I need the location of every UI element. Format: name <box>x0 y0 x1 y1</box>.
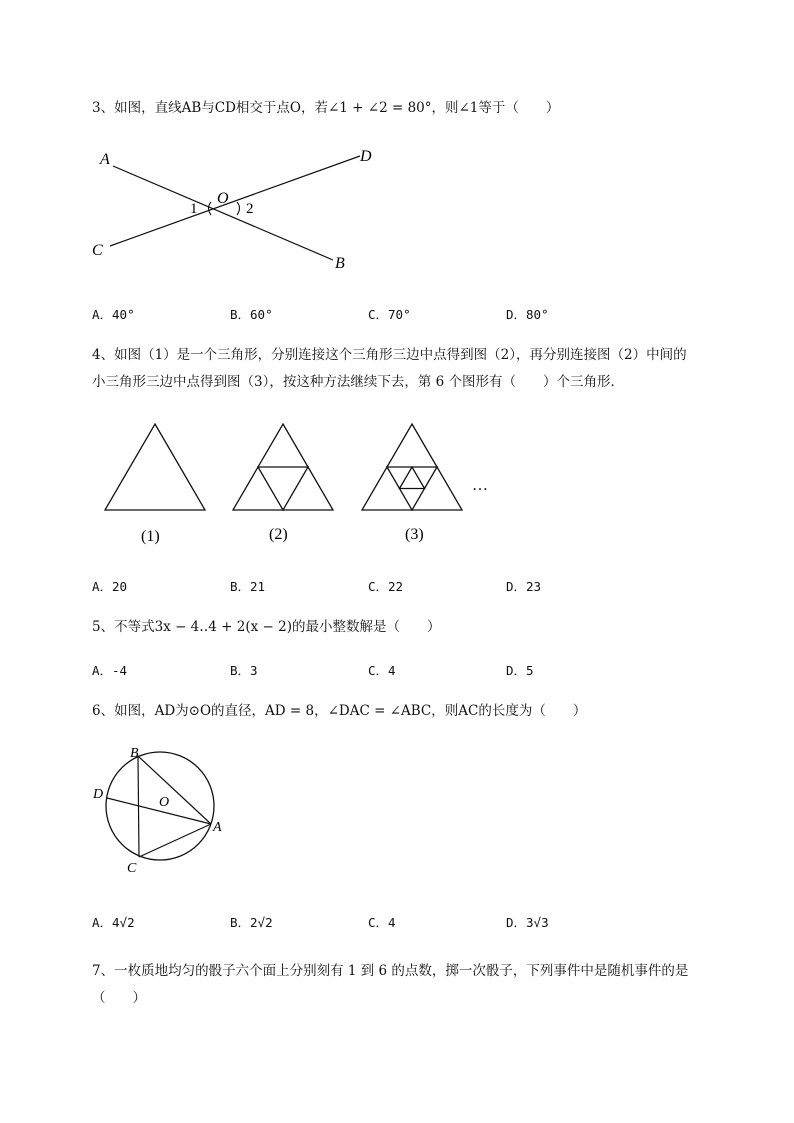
triangle-figure-3-inner <box>400 467 425 489</box>
q4-option-c[interactable]: C．22 <box>368 579 404 594</box>
q5-option-b[interactable]: B．3 <box>230 663 258 678</box>
q3-option-d[interactable]: D．80° <box>506 307 549 322</box>
question-6-stem: 6、如图，AD为⊙O的直径，AD = 8，∠DAC = ∠ABC，则AC的长度为（ ） <box>92 703 587 719</box>
caption-1: (1) <box>141 528 160 545</box>
ellipsis: … <box>472 477 488 494</box>
chord-ba <box>138 756 211 824</box>
circle-label-c: C <box>127 861 137 876</box>
circle-figure <box>85 740 235 880</box>
q3-option-c[interactable]: C．70° <box>368 307 411 322</box>
caption-3: (3) <box>405 526 424 543</box>
question-4-stem-line1: 4、如图（1）是一个三角形，分别连接这个三角形三边中点得到图（2），再分别连接图（2）中间的 <box>92 347 687 363</box>
q5-option-c[interactable]: C．4 <box>368 663 396 678</box>
circle-label-d: D <box>93 787 104 802</box>
circle-label-a: A <box>213 820 222 835</box>
q5-option-a[interactable]: A．-4 <box>92 663 128 678</box>
label-o: O <box>217 190 229 207</box>
circle-label-o: O <box>159 795 170 810</box>
triangle-figure-2-inner <box>258 467 308 510</box>
q6-option-b[interactable]: B．2√2 <box>230 915 273 930</box>
label-angle-1: 1 <box>190 201 198 217</box>
q4-option-d[interactable]: D．23 <box>506 579 542 594</box>
angle-2-arc <box>237 202 240 215</box>
label-c: C <box>92 242 103 259</box>
question-7-stem-line1: 7、一枚质地均匀的骰子六个面上分别刻有 1 到 6 的点数，掷一次骰子，下列事件中是随机事件的是 <box>92 963 689 979</box>
circle-label-b: B <box>130 746 139 761</box>
triangles-figure <box>95 415 515 555</box>
question-4-stem-line2: 小三角形三边中点得到图（3），按这种方法继续下去，第 6 个图形有（ ）个三角形． <box>92 374 625 390</box>
q6-option-d[interactable]: D．3√3 <box>506 915 549 930</box>
intersecting-lines-figure <box>85 140 385 280</box>
question-5-stem: 5、不等式3x − 4‥4 + 2(x − 2)的最小整数解是（ ） <box>92 619 441 635</box>
caption-2: (2) <box>269 526 288 543</box>
q6-option-c[interactable]: C．4 <box>368 915 396 930</box>
label-d: D <box>360 148 372 165</box>
q4-option-a[interactable]: A．20 <box>92 579 128 594</box>
label-angle-2: 2 <box>246 201 254 217</box>
question-7-stem-line2: （ ） <box>92 990 146 1006</box>
triangle-figure-1 <box>105 424 205 510</box>
q4-option-b[interactable]: B．21 <box>230 579 266 594</box>
q5-option-d[interactable]: D．5 <box>506 663 534 678</box>
q3-option-a[interactable]: A．40° <box>92 307 135 322</box>
line-ab <box>113 166 333 260</box>
label-b: B <box>335 255 345 272</box>
question-3-stem: 3、如图，直线AB与CD相交于点O，若∠1 + ∠2 = 80°，则∠1等于（ ） <box>92 100 560 116</box>
q3-option-b[interactable]: B．60° <box>230 307 273 322</box>
chord-ca <box>139 824 211 857</box>
line-cd <box>110 156 360 246</box>
label-a: A <box>100 151 110 168</box>
angle-1-arc <box>209 202 212 215</box>
q6-option-a[interactable]: A．4√2 <box>92 915 135 930</box>
